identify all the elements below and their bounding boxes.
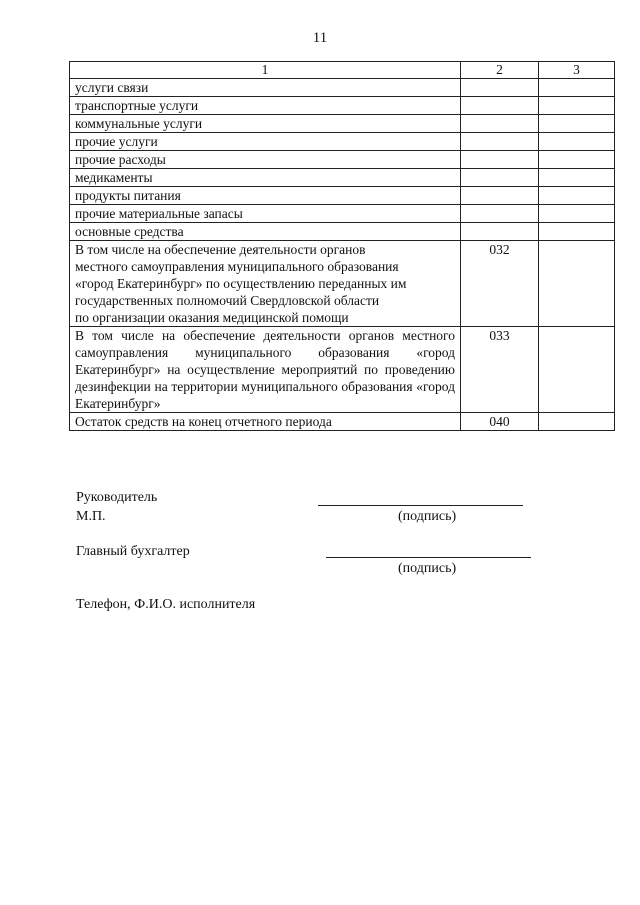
row-code: 032 [461, 241, 539, 327]
table-row [70, 205, 615, 223]
row-label-line: местного самоуправления муниципального образования [75, 259, 399, 274]
table-row [70, 97, 615, 115]
table-row [70, 413, 615, 431]
head-signature-caption: (подпись) [398, 509, 457, 524]
row-code [461, 151, 539, 169]
row-value [539, 223, 615, 241]
row-value [539, 413, 615, 431]
row-label: продукты питания [70, 187, 461, 205]
row-label-line: государственных полномочий Свердловской области [75, 293, 380, 308]
row-code [461, 79, 539, 97]
table-row [70, 327, 615, 413]
row-value [539, 327, 615, 413]
column-header-1: 1 [70, 62, 461, 79]
page-number: 11 [312, 30, 328, 46]
table-row [70, 115, 615, 133]
row-code [461, 187, 539, 205]
row-code [461, 169, 539, 187]
accountant-label: Главный бухгалтер [76, 544, 190, 559]
report-table [69, 61, 615, 431]
row-value [539, 115, 615, 133]
row-code: 033 [461, 327, 539, 413]
table-row [70, 241, 615, 327]
row-code [461, 133, 539, 151]
row-value [539, 169, 615, 187]
row-label: В том числе на обеспечение деятельности органов местного самоуправления муниципального образования «город Екатеринбург» на осуществление мероприятий по проведению дезинфекции на территории муниципального образования «город Екатеринбург» [70, 327, 461, 413]
table-row [70, 169, 615, 187]
row-label-line: «город Екатеринбург» по осуществлению переданных им [75, 276, 407, 291]
row-label: транспортные услуги [70, 97, 461, 115]
phone-label: Телефон, Ф.И.О. исполнителя [76, 597, 256, 612]
row-label: медикаменты [70, 169, 461, 187]
table-row [70, 223, 615, 241]
column-header-3: 3 [539, 62, 615, 79]
row-code [461, 223, 539, 241]
head-signature-line [318, 505, 523, 506]
accountant-signature-caption: (подпись) [398, 561, 457, 576]
head-label: Руководитель [76, 490, 158, 505]
row-value [539, 79, 615, 97]
row-code: 040 [461, 413, 539, 431]
row-value [539, 133, 615, 151]
row-label: прочие материальные запасы [70, 205, 461, 223]
row-value [539, 151, 615, 169]
row-label-line: В том числе на обеспечение деятельности органов [75, 242, 366, 257]
column-header-2: 2 [461, 62, 539, 79]
stamp-label: М.П. [76, 509, 106, 524]
table-row [70, 79, 615, 97]
row-code [461, 205, 539, 223]
row-code [461, 97, 539, 115]
row-label: основные средства [70, 223, 461, 241]
table-header-row [70, 62, 615, 79]
table-row [70, 133, 615, 151]
table-row [70, 151, 615, 169]
table-row [70, 187, 615, 205]
row-value [539, 205, 615, 223]
row-value [539, 241, 615, 327]
row-value [539, 97, 615, 115]
row-label-line: по организации оказания медицинской помощи [75, 310, 349, 325]
row-code [461, 115, 539, 133]
row-value [539, 187, 615, 205]
row-label [70, 241, 461, 327]
row-label: прочие расходы [70, 151, 461, 169]
row-label: прочие услуги [70, 133, 461, 151]
row-label: услуги связи [70, 79, 461, 97]
row-label: коммунальные услуги [70, 115, 461, 133]
row-label: Остаток средств на конец отчетного периода [70, 413, 461, 431]
accountant-signature-line [326, 557, 531, 558]
